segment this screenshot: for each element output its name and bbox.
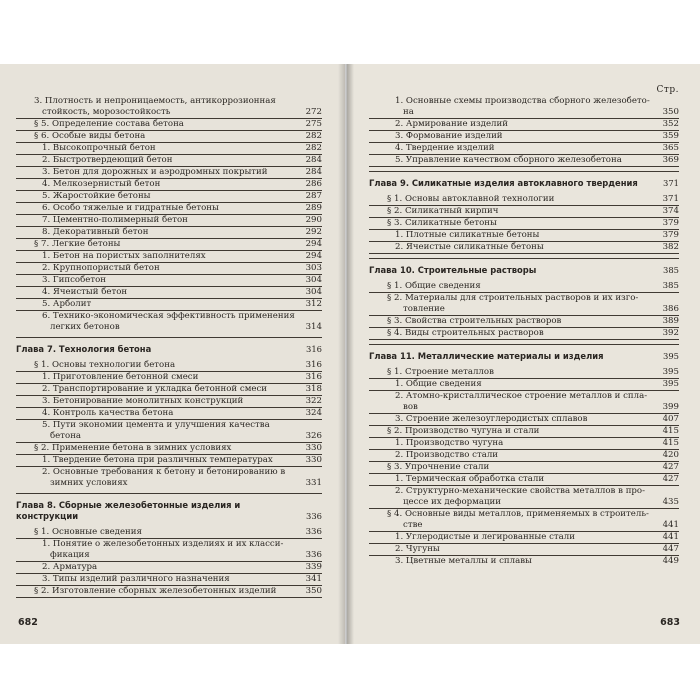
toc-entry-page: 284 xyxy=(305,167,322,177)
toc-entry-title: 2. Структурно-механические свойства металлов в про- xyxy=(395,486,645,496)
toc-entry-page: 382 xyxy=(662,242,679,252)
toc-entry xyxy=(16,251,322,263)
toc-entry xyxy=(369,474,679,486)
book-spread xyxy=(0,64,700,644)
right-toc-lines xyxy=(369,96,679,567)
toc-entry-page: 286 xyxy=(305,179,322,189)
toc-entry-page: 427 xyxy=(662,474,679,484)
toc-entry xyxy=(16,431,322,443)
toc-entry-title: § 2. Производство чугуна и стали xyxy=(387,426,540,436)
toc-entry xyxy=(16,227,322,239)
toc-entry-page: 312 xyxy=(305,299,322,309)
toc-entry-title: § 5. Определение состава бетона xyxy=(34,119,184,129)
toc-entry xyxy=(369,328,679,340)
toc-entry-page: 314 xyxy=(305,322,322,332)
toc-entry-title: 2. Крупнопористый бетон xyxy=(42,263,160,273)
chapter-title: Глава 11. Металлические материалы и изделия xyxy=(369,351,604,361)
toc-entry-title: 5. Пути экономии цемента и улучшения качества xyxy=(42,420,270,430)
toc-entry-title: 1. Приготовление бетонной смеси xyxy=(42,372,199,382)
chapter-title: Глава 7. Технология бетона xyxy=(16,344,152,354)
chapter-divider xyxy=(369,171,679,172)
toc-entry-title: 2. Чугуны xyxy=(395,544,440,554)
toc-entry-page: 324 xyxy=(305,408,322,418)
chapter-divider xyxy=(369,344,679,345)
toc-entry-title: § 7. Легкие бетоны xyxy=(34,239,121,249)
toc-entry xyxy=(369,532,679,544)
toc-entry xyxy=(16,527,322,539)
toc-entry xyxy=(369,96,679,107)
toc-entry-title: 5. Жаростойкие бетоны xyxy=(42,191,151,201)
toc-entry-title: § 2. Применение бетона в зимних условиях xyxy=(34,443,232,453)
toc-entry-page: 385 xyxy=(663,265,679,275)
toc-entry-title: 2. Основные требования к бетону и бетонированию в xyxy=(42,467,286,477)
toc-entry-title: 1. Высокопрочный бетон xyxy=(42,143,156,153)
toc-entry-page: 369 xyxy=(662,155,679,165)
toc-entry-page: 316 xyxy=(305,360,322,370)
toc-entry xyxy=(16,143,322,155)
toc-entry-page: 379 xyxy=(662,218,679,228)
toc-entry xyxy=(369,367,679,379)
toc-entry-title: фикация xyxy=(50,550,90,560)
toc-entry xyxy=(16,155,322,167)
toc-entry-page: 316 xyxy=(306,344,322,354)
toc-entry xyxy=(369,402,679,414)
toc-entry-page: 365 xyxy=(662,143,679,153)
toc-entry xyxy=(16,550,322,562)
toc-entry xyxy=(369,218,679,230)
toc-entry xyxy=(369,450,679,462)
toc-entry-page: 407 xyxy=(662,414,679,424)
toc-entry-page: 420 xyxy=(662,450,679,460)
toc-entry xyxy=(16,311,322,322)
chapter-heading xyxy=(369,351,679,362)
toc-entry-page: 304 xyxy=(305,275,322,285)
toc-entry-page: 282 xyxy=(305,143,322,153)
toc-entry xyxy=(16,384,322,396)
toc-entry xyxy=(16,119,322,131)
toc-entry-page: 395 xyxy=(662,367,679,377)
toc-entry xyxy=(16,275,322,287)
toc-entry xyxy=(16,131,322,143)
page-number: 682 xyxy=(18,617,38,628)
toc-entry-page: 336 xyxy=(305,550,322,560)
toc-entry-title: стве xyxy=(403,520,423,530)
toc-entry xyxy=(16,396,322,408)
toc-entry-title: 7. Цементно-полимерный бетон xyxy=(42,215,188,225)
toc-entry xyxy=(369,391,679,402)
toc-entry-page: 339 xyxy=(305,562,322,572)
toc-entry-page: 330 xyxy=(305,455,322,465)
toc-entry-title: § 3. Силикатные бетоны xyxy=(387,218,497,228)
toc-entry-page: 294 xyxy=(305,239,322,249)
toc-entry-title: 3. Бетон для дорожных и аэродромных покрытий xyxy=(42,167,268,177)
toc-entry xyxy=(369,556,679,567)
toc-entry-title: § 3. Упрочнение стали xyxy=(387,462,490,472)
toc-entry-title: 3. Бетонирование монолитных конструкций xyxy=(42,396,244,406)
toc-entry-page: 441 xyxy=(662,520,679,530)
toc-entry-page: 449 xyxy=(662,556,679,566)
toc-entry xyxy=(369,379,679,391)
toc-entry xyxy=(369,544,679,556)
toc-entry xyxy=(369,155,679,167)
toc-entry-title: § 1. Строение металлов xyxy=(387,367,494,377)
toc-entry-title: 6. Особо тяжелые и гидратные бетоны xyxy=(42,203,219,213)
chapter-heading xyxy=(16,500,322,522)
toc-entry xyxy=(369,206,679,218)
right-toc-column xyxy=(369,84,679,567)
toc-entry xyxy=(16,167,322,179)
toc-entry-title: 4. Ячеистый бетон xyxy=(42,287,128,297)
toc-entry-page: 336 xyxy=(306,511,322,521)
toc-entry-title: 6. Технико-экономическая эффективность применения xyxy=(42,311,295,321)
toc-entry-title: 1. Твердение бетона при различных температурах xyxy=(42,455,273,465)
toc-entry-title: § 1. Общие сведения xyxy=(387,281,481,291)
toc-entry xyxy=(369,281,679,293)
toc-entry-page: 272 xyxy=(305,107,322,117)
toc-entry-title: бетона xyxy=(50,431,82,441)
toc-entry xyxy=(16,360,322,372)
toc-entry xyxy=(16,179,322,191)
toc-entry-title: 2. Атомно-кристаллическое строение металлов и спла- xyxy=(395,391,648,401)
toc-entry-title: § 6. Особые виды бетона xyxy=(34,131,146,141)
toc-entry xyxy=(369,497,679,509)
toc-entry-page: 435 xyxy=(662,497,679,507)
chapter-title: Глава 9. Силикатные изделия автоклавного твердения xyxy=(369,178,638,188)
toc-entry-title: § 4. Основные виды металлов, применяемых в строитель- xyxy=(387,509,649,519)
chapter-divider xyxy=(16,493,322,494)
toc-entry-page: 392 xyxy=(662,328,679,338)
toc-entry xyxy=(16,420,322,431)
toc-entry xyxy=(16,455,322,467)
toc-entry-title: § 2. Силикатный кирпич xyxy=(387,206,499,216)
toc-entry-page: 395 xyxy=(663,351,679,361)
toc-entry-title: 3. Типы изделий различного назначения xyxy=(42,574,230,584)
toc-entry xyxy=(16,322,322,333)
toc-entry-title: 1. Основные схемы производства сборного железобето- xyxy=(395,96,650,106)
toc-entry-page: 284 xyxy=(305,155,322,165)
toc-entry xyxy=(369,230,679,242)
toc-entry-page: 287 xyxy=(305,191,322,201)
toc-entry-page: 336 xyxy=(305,527,322,537)
toc-entry xyxy=(369,438,679,450)
toc-entry-title: 1. Бетон на пористых заполнителях xyxy=(42,251,206,261)
toc-entry-page: 331 xyxy=(305,478,322,488)
toc-entry-page: 386 xyxy=(662,304,679,314)
toc-entry-title: 2. Производство стали xyxy=(395,450,499,460)
toc-entry-title: 1. Производство чугуна xyxy=(395,438,504,448)
toc-entry xyxy=(369,486,679,497)
toc-entry xyxy=(16,478,322,489)
toc-entry xyxy=(369,462,679,474)
page-number: 683 xyxy=(660,617,680,628)
toc-entry-title: 2. Ячеистые силикатные бетоны xyxy=(395,242,544,252)
chapter-title: Глава 10. Строительные растворы xyxy=(369,265,537,275)
toc-entry-title: цессе их деформации xyxy=(403,497,501,507)
toc-entry xyxy=(369,293,679,304)
toc-entry-page: 359 xyxy=(662,131,679,141)
toc-entry-page: 379 xyxy=(662,230,679,240)
toc-entry-page: 441 xyxy=(662,532,679,542)
toc-entry xyxy=(16,287,322,299)
book-gutter xyxy=(338,64,354,644)
toc-entry-title: 1. Общие сведения xyxy=(395,379,482,389)
toc-entry-title: § 2. Изготовление сборных железобетонных изделий xyxy=(34,586,277,596)
toc-entry-page: 304 xyxy=(305,287,322,297)
toc-entry-page: 415 xyxy=(662,426,679,436)
toc-entry xyxy=(16,408,322,420)
toc-entry-title: 3. Цветные металлы и сплавы xyxy=(395,556,532,566)
toc-entry xyxy=(16,263,322,275)
toc-entry-page: 330 xyxy=(305,443,322,453)
toc-entry-title: легких бетонов xyxy=(50,322,120,332)
toc-entry-title: 2. Транспортирование и укладка бетонной смеси xyxy=(42,384,268,394)
toc-entry xyxy=(369,509,679,520)
toc-entry-title: § 4. Виды строительных растворов xyxy=(387,328,544,338)
toc-entry xyxy=(369,304,679,316)
left-toc-lines xyxy=(16,96,322,598)
toc-entry-title: 4. Контроль качества бетона xyxy=(42,408,174,418)
chapter-heading xyxy=(369,178,679,189)
toc-entry xyxy=(16,372,322,384)
toc-entry xyxy=(16,562,322,574)
toc-entry-page: 427 xyxy=(662,462,679,472)
toc-entry-title: 1. Термическая обработка стали xyxy=(395,474,545,484)
toc-entry xyxy=(16,239,322,251)
toc-entry-title: 2. Арматура xyxy=(42,562,98,572)
toc-entry xyxy=(369,143,679,155)
toc-entry-title: § 1. Основные сведения xyxy=(34,527,142,537)
toc-entry-title: 8. Декоративный бетон xyxy=(42,227,149,237)
toc-entry-title: стойкость, морозостойкость xyxy=(42,107,171,117)
toc-entry xyxy=(369,107,679,119)
toc-entry-title: 2. Армирование изделий xyxy=(395,119,508,129)
toc-entry-page: 282 xyxy=(305,131,322,141)
chapter-heading xyxy=(16,344,322,355)
toc-entry-page: 316 xyxy=(305,372,322,382)
toc-entry-page: 289 xyxy=(305,203,322,213)
toc-entry-title: 5. Арболит xyxy=(42,299,92,309)
page-column-header xyxy=(16,84,322,96)
toc-entry-page: 447 xyxy=(662,544,679,554)
toc-entry-page: 395 xyxy=(662,379,679,389)
toc-entry-page: 294 xyxy=(305,251,322,261)
toc-entry-title: 3. Плотность и непроницаемость, антикоррозионная xyxy=(34,96,276,106)
toc-entry-page: 350 xyxy=(662,107,679,117)
toc-entry-title: 4. Мелкозернистый бетон xyxy=(42,179,161,189)
toc-entry-title: 3. Гипсобетон xyxy=(42,275,106,285)
toc-entry-page: 399 xyxy=(662,402,679,412)
right-page xyxy=(347,64,700,644)
left-page xyxy=(0,64,345,644)
chapter-divider xyxy=(369,258,679,259)
toc-entry-page: 374 xyxy=(662,206,679,216)
toc-entry-page: 322 xyxy=(305,396,322,406)
toc-entry xyxy=(16,467,322,478)
toc-entry-page: 290 xyxy=(305,215,322,225)
toc-entry xyxy=(369,426,679,438)
toc-entry-title: 3. Строение железоуглеродистых сплавов xyxy=(395,414,588,424)
toc-entry xyxy=(369,119,679,131)
toc-entry-title: 3. Формование изделий xyxy=(395,131,503,141)
chapter-heading xyxy=(369,265,679,276)
toc-entry-title: 1. Понятие о железобетонных изделиях и их класси- xyxy=(42,539,284,549)
toc-entry xyxy=(16,203,322,215)
toc-entry-title: вов xyxy=(403,402,418,412)
toc-entry-page: 352 xyxy=(662,119,679,129)
toc-entry-title: зимних условиях xyxy=(50,478,128,488)
toc-entry-page: 385 xyxy=(662,281,679,291)
toc-entry xyxy=(369,131,679,143)
toc-entry xyxy=(16,96,322,107)
toc-entry-page: 389 xyxy=(662,316,679,326)
toc-entry xyxy=(16,215,322,227)
chapter-title: Глава 8. Сборные железобетонные изделия и конструкции xyxy=(16,500,241,521)
toc-entry-title: § 1. Основы автоклавной технологии xyxy=(387,194,555,204)
toc-entry-title: § 2. Материалы для строительных растворов и их изго- xyxy=(387,293,639,303)
toc-entry-title: на xyxy=(403,107,414,117)
left-toc-column xyxy=(16,84,322,598)
toc-entry xyxy=(369,194,679,206)
toc-entry xyxy=(16,586,322,598)
toc-entry xyxy=(16,299,322,311)
toc-entry-page: 292 xyxy=(305,227,322,237)
toc-entry-title: § 1. Основы технологии бетона xyxy=(34,360,176,370)
toc-entry-title: 2. Быстротвердеющий бетон xyxy=(42,155,173,165)
toc-entry-title: § 3. Свойства строительных растворов xyxy=(387,316,562,326)
toc-entry xyxy=(369,316,679,328)
toc-entry-title: товление xyxy=(403,304,445,314)
toc-entry xyxy=(16,191,322,203)
toc-entry xyxy=(369,414,679,426)
toc-entry xyxy=(369,520,679,532)
chapter-divider xyxy=(16,337,322,338)
toc-entry-page: 318 xyxy=(305,384,322,394)
toc-entry-page: 275 xyxy=(305,119,322,129)
toc-entry xyxy=(369,242,679,254)
toc-entry xyxy=(16,539,322,550)
toc-entry-title: 5. Управление качеством сборного железобетона xyxy=(395,155,622,165)
page-column-header: Стр. xyxy=(656,85,679,95)
toc-entry-page: 371 xyxy=(662,194,679,204)
toc-entry-title: 4. Твердение изделий xyxy=(395,143,495,153)
toc-entry xyxy=(16,574,322,586)
toc-entry-title: 1. Углеродистые и легированные стали xyxy=(395,532,575,542)
toc-entry xyxy=(16,443,322,455)
toc-entry-title: 1. Плотные силикатные бетоны xyxy=(395,230,540,240)
toc-entry-page: 415 xyxy=(662,438,679,448)
toc-entry-page: 341 xyxy=(305,574,322,584)
toc-entry-page: 350 xyxy=(305,586,322,596)
toc-entry-page: 303 xyxy=(305,263,322,273)
toc-entry-page: 326 xyxy=(305,431,322,441)
toc-entry-page: 371 xyxy=(663,178,679,188)
toc-entry xyxy=(16,107,322,119)
